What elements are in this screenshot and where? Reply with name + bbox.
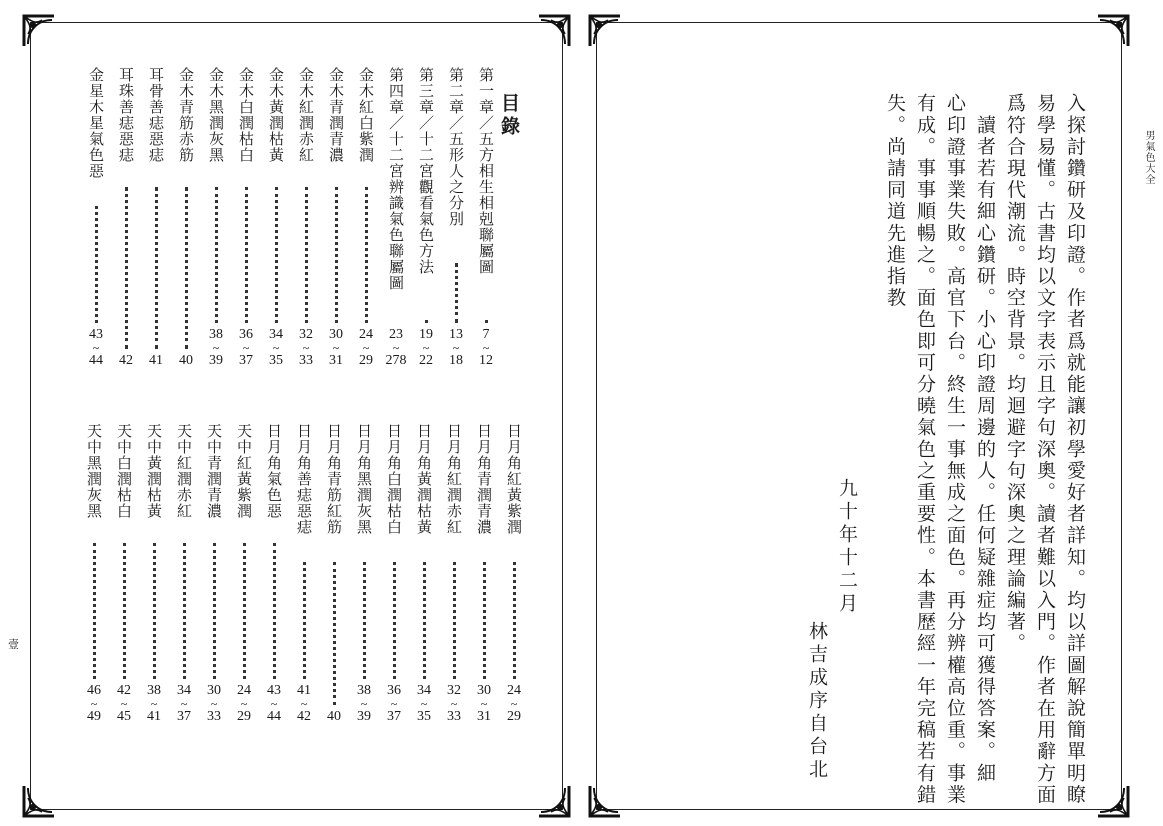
toc-page-end: 45: [117, 709, 131, 724]
toc-page-range: 34 ~ 35: [263, 327, 289, 369]
toc-page-end: 37: [239, 353, 253, 368]
toc-page-start: 34: [417, 683, 431, 698]
toc-leader-dots: [305, 187, 308, 323]
toc-entry: [441, 423, 467, 753]
toc-entry: [353, 67, 379, 397]
toc-page-end: 31: [477, 709, 491, 724]
toc-page-end: 29: [237, 709, 251, 724]
toc-page-range: 46 ~ 49: [81, 683, 107, 725]
preface-column: 心印證事業失敗。高官下台。終生一事無成之面色。再分辨權高位重。事業: [944, 93, 966, 806]
toc-entry-label: 日月角善痣惡痣: [295, 423, 313, 535]
toc-page-end: 37: [387, 709, 401, 724]
toc-page-range: 43 ~ 44: [261, 683, 287, 725]
toc-title: 目錄: [498, 93, 520, 139]
toc-page-start: 34: [269, 327, 283, 342]
toc-entry: [233, 67, 259, 397]
corner-ornament: [537, 784, 571, 818]
toc-entry-label: 日月角青潤青濃: [475, 423, 493, 535]
toc-leader-dots: [453, 562, 456, 679]
toc-entry: [171, 423, 197, 753]
preface-column: 易學易懂。古書均以文字表示且字句深奧。讀者難以入門。作者在用辭方面: [1034, 93, 1056, 806]
toc-entry-label: 金木黃潤枯黃: [267, 67, 285, 163]
toc-page-start: 41: [297, 683, 311, 698]
toc-page-start: 43: [89, 327, 103, 342]
toc-leader-dots: [273, 543, 276, 679]
toc-entry-label: 第三章／十二宮觀看氣色方法: [417, 67, 435, 275]
toc-page-end: 49: [87, 709, 101, 724]
toc-entry: [501, 423, 527, 753]
toc-entry-label: 第四章／十二宮辨識氣色聯屬圖: [387, 67, 405, 291]
toc-page-start: 38: [357, 683, 371, 698]
toc-page-end: 39: [209, 353, 223, 368]
preface-author: 林吉成序自台北: [806, 621, 828, 782]
toc-page-start: 42: [117, 683, 131, 698]
toc-page-range: 38 ~ 39: [203, 327, 229, 369]
toc-page-end: 31: [329, 353, 343, 368]
toc-leader-dots: [275, 187, 278, 323]
toc-page-start: 38: [147, 683, 161, 698]
toc-page-start: 7: [482, 327, 490, 342]
toc-page-start: 24: [237, 683, 251, 698]
page-folio: 壹: [8, 638, 19, 651]
preface-column: 有成。事事順暢之。面色即可分曉氣色之重要性。本書歷經一年完稿若有錯: [914, 93, 936, 806]
toc-entry-label: 第二章／五形人之分別: [447, 67, 465, 227]
toc-page-start: 30: [477, 683, 491, 698]
toc-entry-label: 第一章／五方相生相剋聯屬圖: [477, 67, 495, 275]
toc-entry-label: 金木白潤枯白: [237, 67, 255, 163]
running-head: 男氣色大全: [1143, 130, 1154, 185]
toc-leader-dots: [215, 187, 218, 323]
toc-page-start: 24: [507, 683, 521, 698]
toc-page-range: 19 ~ 22: [413, 327, 439, 369]
preface-page: [596, 22, 1122, 810]
toc-entry-label: 金木黑潤灰黑: [207, 67, 225, 163]
toc-page-range: 13 ~ 18: [443, 327, 469, 369]
toc-entry-label: 金木青潤青濃: [327, 67, 345, 163]
toc-leader-dots: [365, 187, 368, 323]
toc-entry: [321, 423, 347, 753]
toc-page-range: 38 ~ 41: [141, 683, 167, 725]
toc-page-end: 33: [299, 353, 313, 368]
toc-leader-dots: [185, 187, 188, 349]
toc-entry: [111, 423, 137, 753]
toc-page-end: 18: [449, 353, 463, 368]
preface-column: 爲符合現代潮流。時空背景。均迴避字句深奧之理論編著。: [1004, 93, 1026, 655]
toc-entry-label: 天中紅潤赤紅: [175, 423, 193, 519]
toc-page-end: 42: [119, 353, 133, 368]
toc-leader-dots: [455, 263, 458, 323]
toc-leader-dots: [423, 562, 426, 679]
corner-ornament: [22, 14, 56, 48]
toc-entry-label: 日月角紅潤赤紅: [445, 423, 463, 535]
toc-entry-label: 金星木星氣色惡: [87, 67, 105, 179]
toc-leader-dots: [485, 320, 488, 323]
corner-ornament: [588, 14, 622, 48]
toc-page-range: 30 ~ 31: [471, 683, 497, 725]
toc-entry: [143, 67, 169, 397]
toc-page-range: [113, 353, 139, 369]
toc-page-end: 22: [419, 353, 433, 368]
toc-page-end: 41: [147, 709, 161, 724]
toc-page-range: 23 ~ 278: [383, 327, 409, 369]
toc-leader-dots: [245, 187, 248, 323]
toc-page-start: 19: [419, 327, 433, 342]
toc-entry: [351, 423, 377, 753]
toc-leader-dots: [125, 187, 128, 349]
toc-page-start: 24: [359, 327, 373, 342]
toc-page-range: 36 ~ 37: [233, 327, 259, 369]
corner-ornament: [588, 784, 622, 818]
toc-entry-label: 耳珠善痣惡痣: [117, 67, 135, 163]
toc-page-range: 32 ~ 33: [293, 327, 319, 369]
toc-leader-dots: [483, 562, 486, 679]
toc-page: [30, 22, 563, 810]
toc-page-range: 24 ~ 29: [231, 683, 257, 725]
toc-entry: [291, 423, 317, 753]
toc-page-start: 43: [267, 683, 281, 698]
toc-page-start: 30: [329, 327, 343, 342]
toc-entry-label: 天中黑潤灰黑: [85, 423, 103, 519]
toc-entry-label: 金木紅潤赤紅: [297, 67, 315, 163]
toc-page-start: 36: [239, 327, 253, 342]
toc-page-end: 44: [267, 709, 281, 724]
toc-page-range: 30 ~ 33: [201, 683, 227, 725]
corner-ornament: [22, 784, 56, 818]
toc-page-start: 23: [389, 327, 403, 342]
toc-entry-label: 天中黃潤枯黃: [145, 423, 163, 519]
toc-entry: [231, 423, 257, 753]
toc-leader-dots: [243, 543, 246, 679]
corner-ornament: [537, 14, 571, 48]
toc-page-range: 43 ~ 44: [83, 327, 109, 369]
toc-entry: [473, 67, 499, 397]
toc-page-range: 34 ~ 37: [171, 683, 197, 725]
toc-page-end: 33: [447, 709, 461, 724]
toc-leader-dots: [333, 562, 336, 705]
preface-column: 讀者若有細心鑽研。小心印證周邊的人。任何疑雜症均可獲得答案。細: [974, 93, 996, 785]
toc-page-end: 35: [417, 709, 431, 724]
toc-entry: [141, 423, 167, 753]
toc-page-range: 24 ~ 29: [353, 327, 379, 369]
toc-leader-dots: [123, 543, 126, 679]
toc-page-end: 40: [327, 709, 341, 724]
toc-page-end: 278: [385, 353, 407, 368]
toc-page-start: 36: [387, 683, 401, 698]
toc-page-range: 7 ~ 12: [473, 327, 499, 369]
toc-page-end: 12: [479, 353, 493, 368]
toc-page-start: 13: [449, 327, 463, 342]
toc-page-end: 42: [297, 709, 311, 724]
toc-entry-label: 金木紅白紫潤: [357, 67, 375, 163]
toc-entry: [203, 67, 229, 397]
toc-page-end: 29: [507, 709, 521, 724]
toc-entry: [293, 67, 319, 397]
toc-entry: [201, 423, 227, 753]
toc-entry-label: 天中紅黃紫潤: [235, 423, 253, 519]
toc-page-end: 44: [89, 353, 103, 368]
toc-page-end: 39: [357, 709, 371, 724]
preface-date: 九十年十二月: [836, 478, 858, 616]
toc-leader-dots: [363, 562, 366, 679]
toc-leader-dots: [303, 562, 306, 679]
toc-entry: [383, 67, 409, 397]
toc-entry: [263, 67, 289, 397]
toc-page-start: 32: [447, 683, 461, 698]
toc-entry-label: 日月角黃潤枯黃: [415, 423, 433, 535]
toc-page-range: [143, 353, 169, 369]
toc-leader-dots: [183, 543, 186, 679]
toc-entry: [443, 67, 469, 397]
toc-entry-label: 日月角紅黃紫潤: [505, 423, 523, 535]
toc-leader-dots: [153, 543, 156, 679]
toc-entry-label: 天中白潤枯白: [115, 423, 133, 519]
preface-column: 失。尚請同道先進指教: [884, 93, 906, 309]
toc-entry-label: 金木青筋赤筋: [177, 67, 195, 163]
toc-leader-dots: [513, 562, 516, 679]
toc-entry: [83, 67, 109, 397]
toc-entry-label: 日月角青筋紅筋: [325, 423, 343, 535]
toc-page-range: 32 ~ 33: [441, 683, 467, 725]
toc-page-range: 42 ~ 45: [111, 683, 137, 725]
toc-page-end: 33: [207, 709, 221, 724]
corner-ornament: [1096, 14, 1130, 48]
toc-entry: [81, 423, 107, 753]
toc-entry-label: 日月角黑潤灰黑: [355, 423, 373, 535]
toc-page-range: [173, 353, 199, 369]
toc-page-range: 34 ~ 35: [411, 683, 437, 725]
toc-entry: [173, 67, 199, 397]
toc-entry-label: 天中青潤青濃: [205, 423, 223, 519]
toc-leader-dots: [335, 187, 338, 323]
toc-page-start: 32: [299, 327, 313, 342]
toc-page-end: 37: [177, 709, 191, 724]
toc-entry-label: 日月角氣色惡: [265, 423, 283, 519]
toc-page-start: 38: [209, 327, 223, 342]
toc-page-range: 36 ~ 37: [381, 683, 407, 725]
toc-page-range: 24 ~ 29: [501, 683, 527, 725]
toc-leader-dots: [95, 206, 98, 323]
toc-leader-dots: [393, 562, 396, 679]
toc-page-range: 38 ~ 39: [351, 683, 377, 725]
toc-page-range: 41 ~ 42: [291, 683, 317, 725]
toc-page-start: 46: [87, 683, 101, 698]
toc-entry: [413, 67, 439, 397]
toc-leader-dots: [93, 543, 96, 679]
toc-page-end: 40: [179, 353, 193, 368]
toc-entry-label: 日月角白潤枯白: [385, 423, 403, 535]
toc-page-range: [321, 709, 347, 725]
toc-entry: [261, 423, 287, 753]
toc-page-start: 34: [177, 683, 191, 698]
preface-column: 入探討鑽研及印證。作者爲就能讓初學愛好者詳知。均以詳圖解說簡單明瞭: [1064, 93, 1086, 806]
toc-entry: [411, 423, 437, 753]
toc-page-start: 30: [207, 683, 221, 698]
toc-entry: [381, 423, 407, 753]
toc-entry: [113, 67, 139, 397]
toc-entry: [471, 423, 497, 753]
corner-ornament: [1096, 784, 1130, 818]
toc-leader-dots: [213, 543, 216, 679]
toc-page-end: 29: [359, 353, 373, 368]
toc-entry-label: 耳骨善痣惡痣: [147, 67, 165, 163]
toc-entry: [323, 67, 349, 397]
toc-leader-dots: [155, 187, 158, 349]
toc-page-end: 41: [149, 353, 163, 368]
toc-page-end: 35: [269, 353, 283, 368]
toc-page-range: 30 ~ 31: [323, 327, 349, 369]
toc-leader-dots: [425, 320, 428, 323]
